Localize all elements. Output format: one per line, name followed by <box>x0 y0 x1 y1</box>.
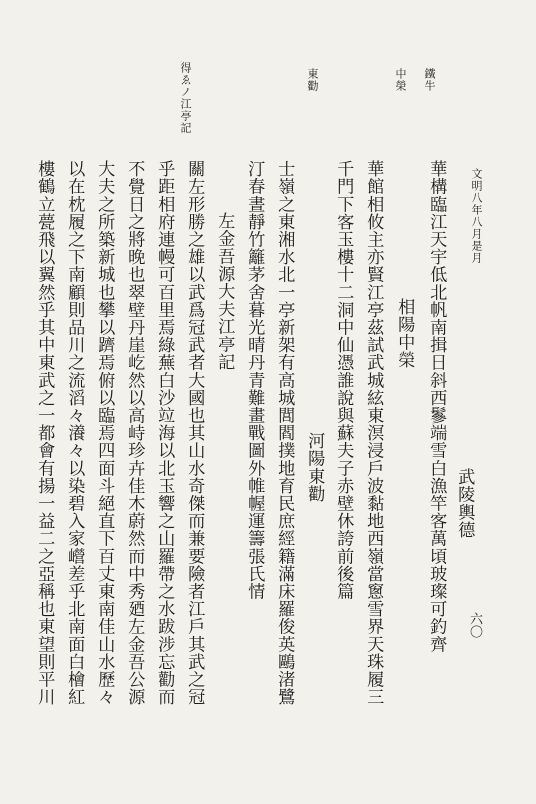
text-column: 千門下客玉樓十二洞中仙憑誰說與蘇夫子赤壁休誇前後篇 <box>333 160 354 600</box>
text-column: 乎距相府連幔可百里焉綠蕪白沙竝海以北玉響之山羅帶之水跋涉忘勸而 <box>154 160 175 706</box>
text-column: 汀春晝靜竹籬茅舍暮光晴丹青難畫戰圖外帷幄運籌張氏情 <box>244 160 265 600</box>
text-column: 河陽東勸 <box>304 432 325 503</box>
headnote: 得ゑノ江亭記 <box>179 62 192 134</box>
text-column: 不覺日之將晚也翠壁丹崖屹然以高峙珍卉佳木蔚然而中秀廼左金吾公源 <box>124 160 145 706</box>
running-title: 文明八年八月是月 <box>470 168 483 264</box>
text-column: 相陽中榮 <box>394 298 415 369</box>
headnote: 東勸 <box>306 68 319 92</box>
text-column: 左金吾源大夫江亭記 <box>214 212 235 371</box>
page-number: 六〇 <box>467 612 482 638</box>
text-column: 華構臨江天宇低北帆南揖日斜西鬖端雪白漁竿客萬頃玻璨可釣齊 <box>426 160 447 653</box>
text-column: 關左形勝之雄以武爲冠武者大國也其山水奇傑而兼要險者江戶其武之冠 <box>184 160 205 706</box>
text-column: 大夫之所築新城也攀以躋焉俯以臨焉四面斗絕直下百丈東南佳山水歷々 <box>94 160 115 706</box>
headnote: 鐵牛 <box>423 68 436 92</box>
text-column: 華館相攸主亦賢江亭茲試武城絃東溟浸戶波黏地西嶺當窻雪界天珠履三 <box>363 160 384 706</box>
text-column: 樓鶴立甍飛以翼然乎其中東武之一都會有揚一益二之亞稱也東望則平川 <box>34 160 55 706</box>
headnote: 中榮 <box>394 68 407 92</box>
text-column: 以在枕履之下南顧則品川之流滔々瀁々以染碧入家巆差乎北南面白檜紅 <box>64 160 85 706</box>
text-column: 武陵輿德 <box>454 468 475 539</box>
text-column: 士嶺之東湘水北一亭新架有高城閭閻撲地育民庶經籍滿床羅俊英鷗渚鷺 <box>274 160 295 706</box>
